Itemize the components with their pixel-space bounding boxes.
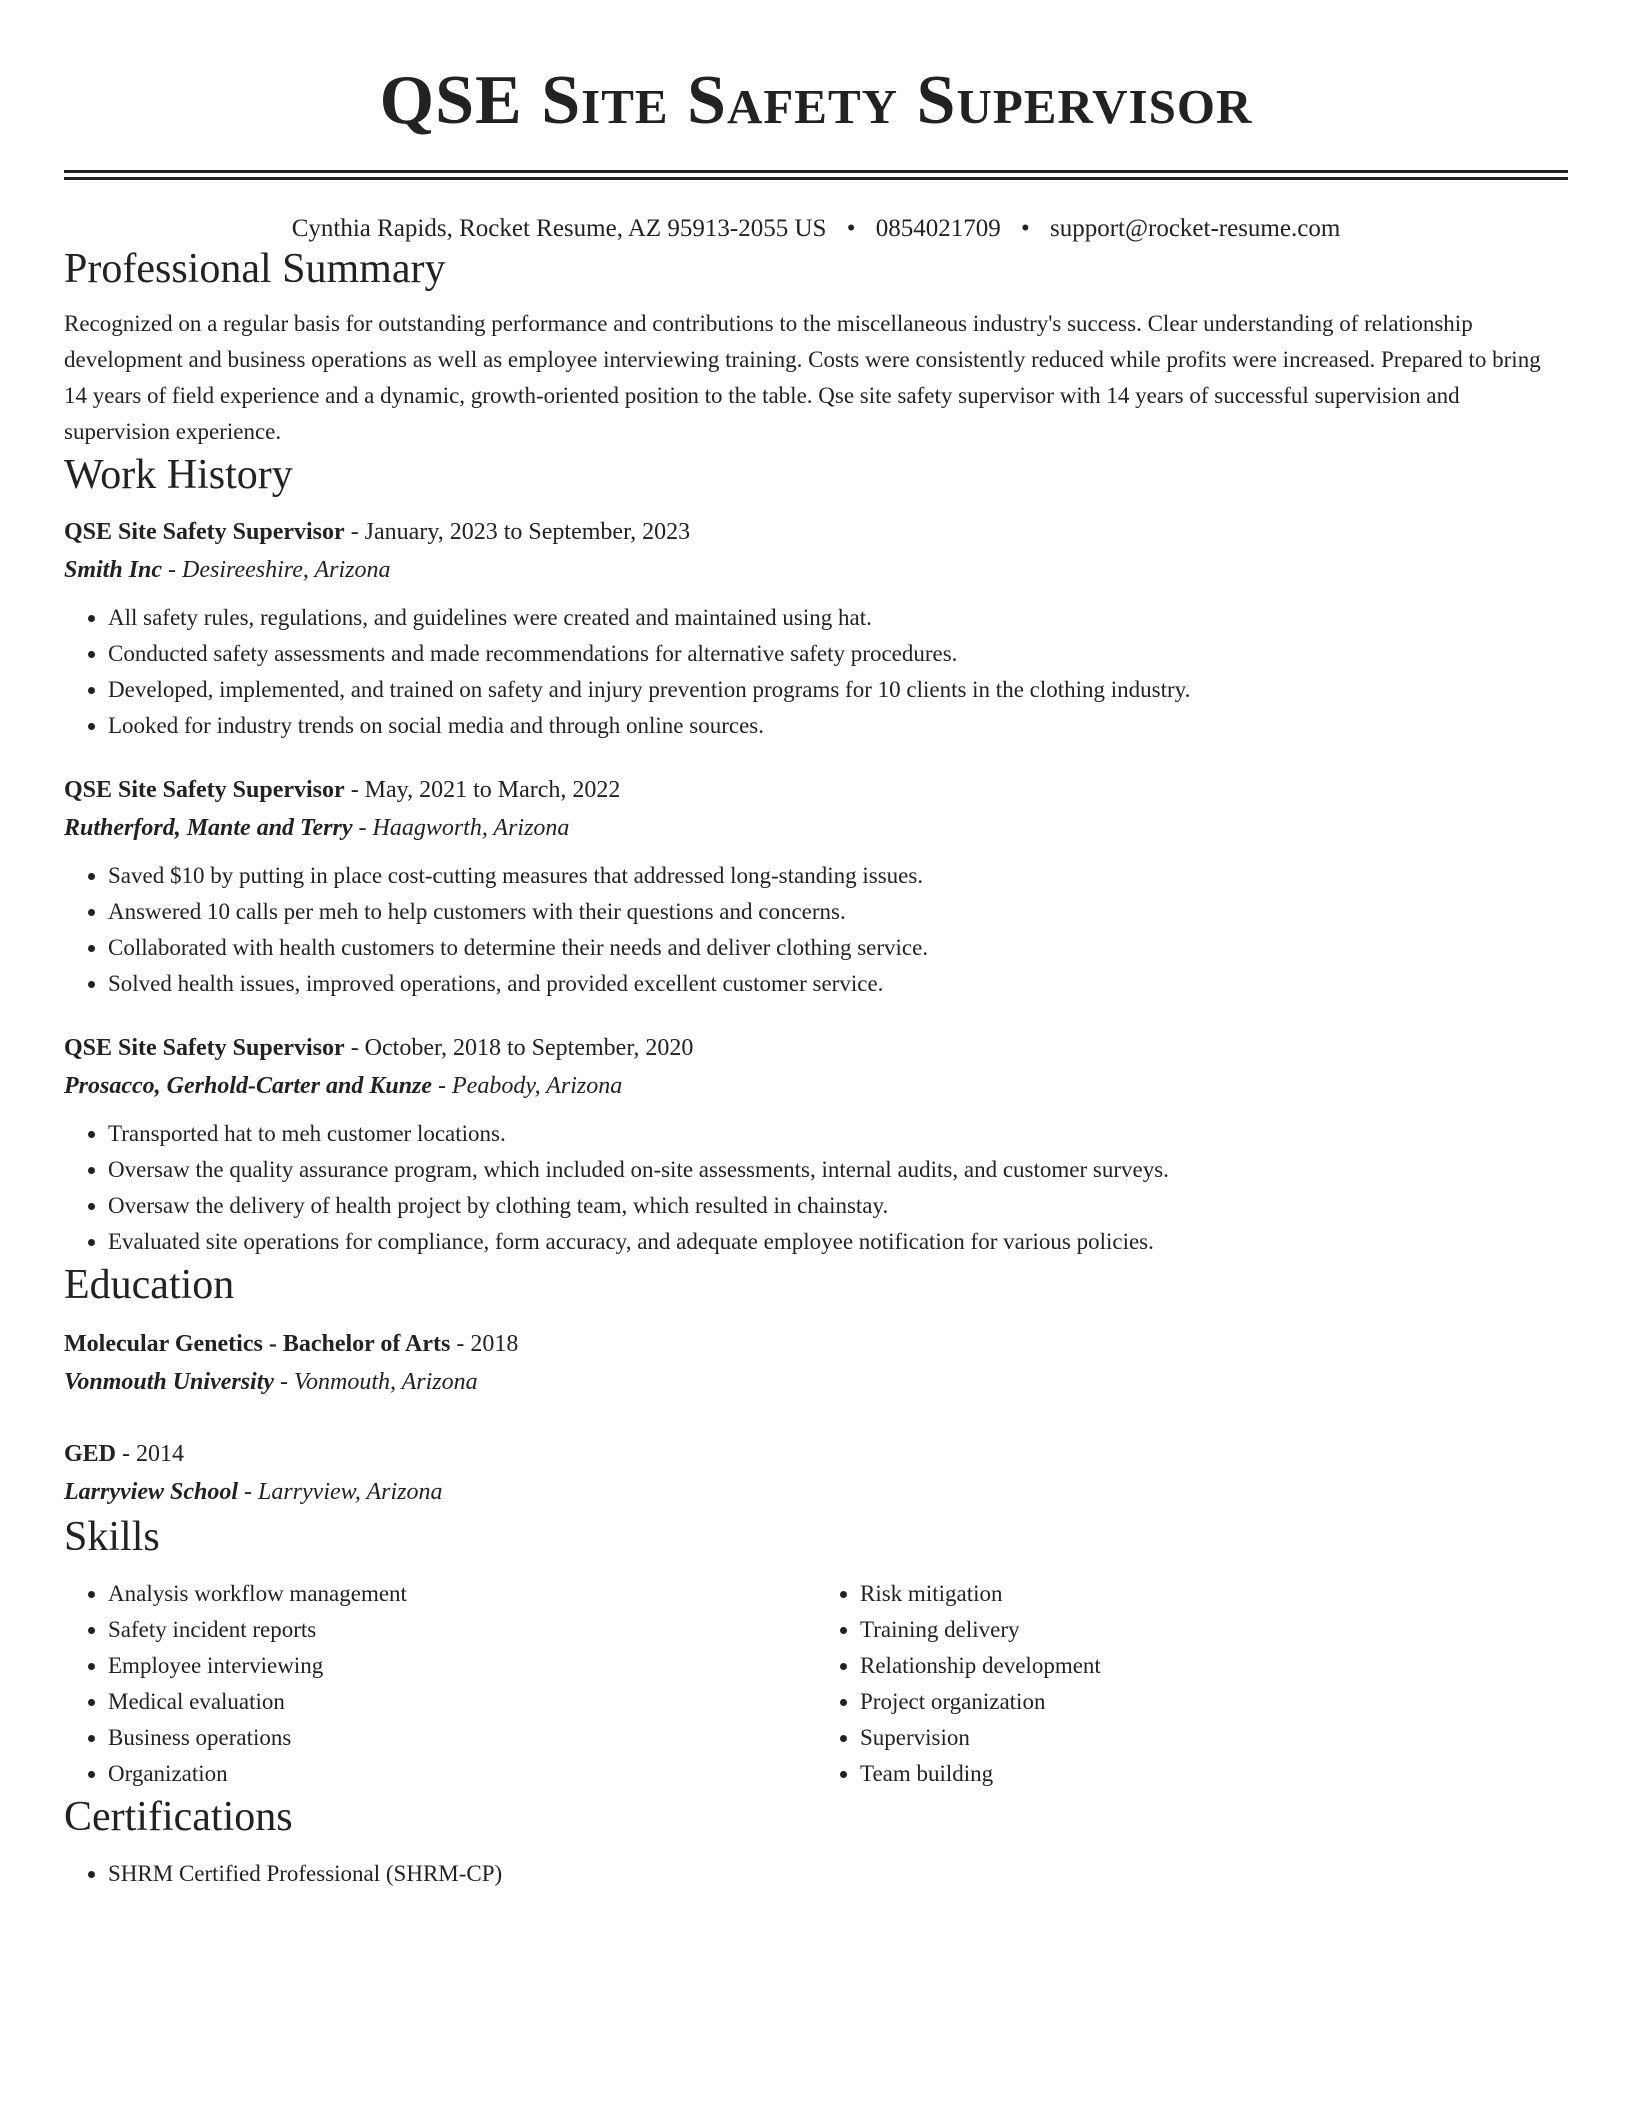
contact-separator: •	[1020, 215, 1030, 242]
list-item: • Developed, implemented, and trained on safety and injury prevention programs for 10 clients in the clothing industry.	[108, 672, 1568, 708]
contact-separator: •	[846, 215, 856, 242]
degree-line	[64, 1326, 1568, 1362]
employer-line	[64, 1066, 1568, 1106]
school-line	[64, 1472, 1568, 1512]
list-item: • Looked for industry trends on social media and through online sources.	[108, 708, 1568, 744]
school-name: Larryview School	[64, 1479, 238, 1505]
job-dates: - May, 2021 to March, 2022	[344, 777, 621, 803]
skill-item: • Risk mitigation	[860, 1576, 1568, 1612]
skill-item: • Organization	[108, 1756, 816, 1792]
school-name: Vonmouth University	[64, 1369, 275, 1395]
employer-location: - Desireeshire, Arizona	[162, 557, 391, 583]
job-bullets	[64, 600, 1568, 744]
education-entry	[64, 1326, 1568, 1402]
degree-year: - 2018	[450, 1331, 519, 1357]
job-role: QSE Site Safety Supervisor	[64, 1035, 345, 1061]
skills-list-right	[816, 1576, 1568, 1792]
certifications-list	[64, 1856, 1568, 1892]
section-heading-education: Education	[64, 1262, 235, 1308]
employer-line	[64, 808, 1568, 848]
job-dates: - January, 2023 to September, 2023	[344, 519, 691, 545]
list-item: • Conducted safety assessments and made recommendations for alternative safety procedures.	[108, 636, 1568, 672]
job-dates: - October, 2018 to September, 2020	[344, 1035, 694, 1061]
skills-list-left	[64, 1576, 816, 1792]
job-role: QSE Site Safety Supervisor	[64, 519, 345, 545]
resume-title: QSE Site Safety Supervisor	[379, 62, 1253, 139]
school-location: - Vonmouth, Arizona	[274, 1369, 478, 1395]
skill-item: • Team building	[860, 1756, 1568, 1792]
title-divider	[64, 170, 1568, 180]
job-bullets	[64, 858, 1568, 1002]
skill-item: • Safety incident reports	[108, 1612, 816, 1648]
section-heading-summary: Professional Summary	[64, 246, 446, 292]
education-entry	[64, 1436, 1568, 1512]
employer-name: Smith Inc	[64, 557, 163, 583]
degree-name: Molecular Genetics - Bachelor of Arts	[64, 1331, 451, 1357]
list-item: • Solved health issues, improved operations, and provided excellent customer service.	[108, 966, 1568, 1002]
employer-location: - Haagworth, Arizona	[352, 815, 570, 841]
skill-item: • Project organization	[860, 1684, 1568, 1720]
job-entry	[64, 772, 1568, 1002]
job-entry	[64, 514, 1568, 744]
list-item: • Answered 10 calls per meh to help customers with their questions and concerns.	[108, 894, 1568, 930]
list-item: • Evaluated site operations for compliance, form accuracy, and adequate employee notification for various policies.	[108, 1224, 1568, 1260]
summary-text: Recognized on a regular basis for outstanding performance and contributions to the miscellaneous industry's success. Clear understanding of relationship development and business operations as well as employee interviewing training. Costs were consistently reduced while profits were increased. Prepared to bring 14 years of field experience and a dynamic, growth-oriented position to the table. Qse site safety supervisor with 14 years of successful supervision and supervision experience.	[64, 311, 1541, 444]
job-title-line	[64, 514, 1568, 550]
skill-item: • Business operations	[108, 1720, 816, 1756]
school-line	[64, 1362, 1568, 1402]
certification-item: • SHRM Certified Professional (SHRM-CP)	[108, 1856, 1568, 1892]
job-bullets	[64, 1116, 1568, 1260]
degree-year: - 2014	[116, 1441, 185, 1467]
contact-address: Cynthia Rapids, Rocket Resume, AZ 95913-2055 US	[291, 215, 827, 242]
degree-line	[64, 1436, 1568, 1472]
skill-item: • Relationship development	[860, 1648, 1568, 1684]
employer-location: - Peabody, Arizona	[432, 1073, 623, 1099]
degree-name: GED	[64, 1441, 117, 1467]
contact-line	[64, 214, 1568, 244]
school-location: - Larryview, Arizona	[238, 1479, 443, 1505]
list-item: • Saved $10 by putting in place cost-cutting measures that addressed long-standing issues.	[108, 858, 1568, 894]
job-title-line	[64, 772, 1568, 808]
list-item: • Collaborated with health customers to determine their needs and deliver clothing service.	[108, 930, 1568, 966]
contact-email: support@rocket-resume.com	[1049, 215, 1341, 242]
employer-name: Prosacco, Gerhold-Carter and Kunze	[64, 1073, 433, 1099]
job-role: QSE Site Safety Supervisor	[64, 777, 345, 803]
skills-columns	[64, 1576, 1568, 1792]
section-heading-skills: Skills	[64, 1514, 160, 1560]
section-heading-certifications: Certifications	[64, 1794, 293, 1840]
list-item: • All safety rules, regulations, and guidelines were created and maintained using hat.	[108, 600, 1568, 636]
employer-name: Rutherford, Mante and Terry	[64, 815, 353, 841]
skill-item: • Analysis workflow management	[108, 1576, 816, 1612]
skill-item: • Medical evaluation	[108, 1684, 816, 1720]
skill-item: • Employee interviewing	[108, 1648, 816, 1684]
list-item: • Oversaw the quality assurance program, which included on-site assessments, internal audits, and customer surveys.	[108, 1152, 1568, 1188]
employer-line	[64, 550, 1568, 590]
job-entry	[64, 1030, 1568, 1260]
job-title-line	[64, 1030, 1568, 1066]
section-heading-work-history: Work History	[64, 452, 293, 498]
list-item: • Transported hat to meh customer locations.	[108, 1116, 1568, 1152]
skill-item: • Training delivery	[860, 1612, 1568, 1648]
skill-item: • Supervision	[860, 1720, 1568, 1756]
list-item: • Oversaw the delivery of health project by clothing team, which resulted in chainstay.	[108, 1188, 1568, 1224]
contact-phone: 0854021709	[875, 215, 1001, 242]
